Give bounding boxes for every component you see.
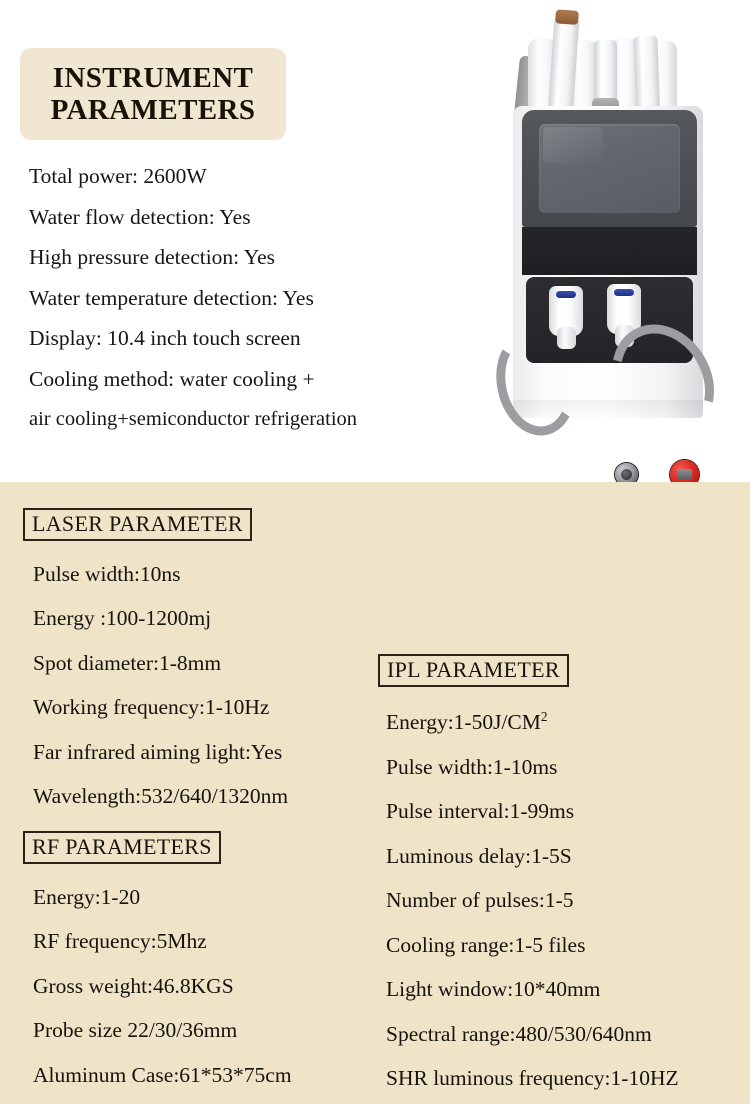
handpiece: [549, 286, 583, 336]
instrument-spec-list: [29, 166, 449, 449]
rf-param-item: Probe size 22/30/36mm: [33, 1018, 238, 1043]
spec-item: Water flow detection: Yes: [29, 204, 251, 229]
laser-heading-wrap: [23, 508, 383, 541]
laser-parameter-heading: LASER PARAMETER: [23, 508, 252, 541]
ipl-param-item: Light window:10*40mm: [386, 977, 601, 1002]
spec-item: High pressure detection: Yes: [29, 245, 276, 269]
spec-item: Total power: 2600W: [29, 164, 207, 188]
laser-param-item: Spot diameter:1-8mm: [33, 650, 222, 675]
rf-param-item: Gross weight:46.8KGS: [33, 973, 234, 998]
ipl-param-item: Pulse width:1-10ms: [386, 754, 558, 779]
handpiece-indicator: [614, 289, 634, 296]
rf-param-item: Energy:1-20: [33, 884, 141, 909]
laser-param-item: Far infrared aiming light:Yes: [33, 739, 283, 764]
ipl-param-item: Cooling range:1-5 files: [386, 932, 586, 957]
rf-param-item: RF frequency:5Mhz: [33, 929, 207, 954]
ipl-parameter-heading: IPL PARAMETER: [378, 654, 569, 687]
ipl-param-item: Pulse interval:1-99ms: [386, 799, 575, 824]
ipl-param-item-energy: [386, 710, 738, 734]
technical-parameters-panel: [0, 482, 750, 1104]
right-parameter-column: [378, 654, 738, 1113]
screen-glare: [543, 127, 603, 163]
spec-item: Water temperature detection: Yes: [29, 285, 314, 310]
rf-heading-wrap: [23, 831, 383, 864]
ipl-param-item: Spectral range:480/530/640nm: [386, 1021, 652, 1046]
instrument-parameters-section: [0, 0, 750, 482]
ipl-energy-superscript: 2: [540, 708, 548, 724]
control-panel: [522, 227, 697, 275]
laser-param-item: Wavelength:532/640/1320nm: [33, 784, 289, 809]
probe-tip: [555, 9, 579, 25]
rf-param-item: Aluminum Case:61*53*75cm: [33, 1062, 292, 1087]
left-parameter-column: [23, 508, 383, 1109]
ipl-param-item: Luminous delay:1-5S: [386, 843, 572, 868]
handpiece: [607, 284, 641, 334]
handpiece-indicator: [556, 291, 576, 298]
ipl-param-item: SHR luminous frequency:1-10HZ: [386, 1066, 679, 1091]
page-title-line-2: PARAMETERS: [50, 94, 256, 126]
ipl-energy-text: Energy:1-50J/CM: [386, 710, 541, 735]
laser-param-item: Energy :100-1200mj: [33, 606, 212, 631]
spec-item: Cooling method: water cooling +: [29, 366, 315, 391]
ipl-heading-wrap: [378, 654, 738, 687]
spec-item: air cooling+semiconductor refrigeration: [29, 408, 358, 430]
page-title-line-1: INSTRUMENT: [52, 61, 254, 94]
page-title-badge: [20, 48, 286, 140]
machine-illustration: [455, 0, 750, 482]
laser-param-item: Working frequency:1-10Hz: [33, 695, 270, 720]
ipl-param-item: Number of pulses:1-5: [386, 888, 574, 913]
spec-item: Display: 10.4 inch touch screen: [29, 326, 301, 350]
laser-param-item: Pulse width:10ns: [33, 561, 181, 586]
rf-parameters-heading: RF PARAMETERS: [23, 831, 221, 864]
